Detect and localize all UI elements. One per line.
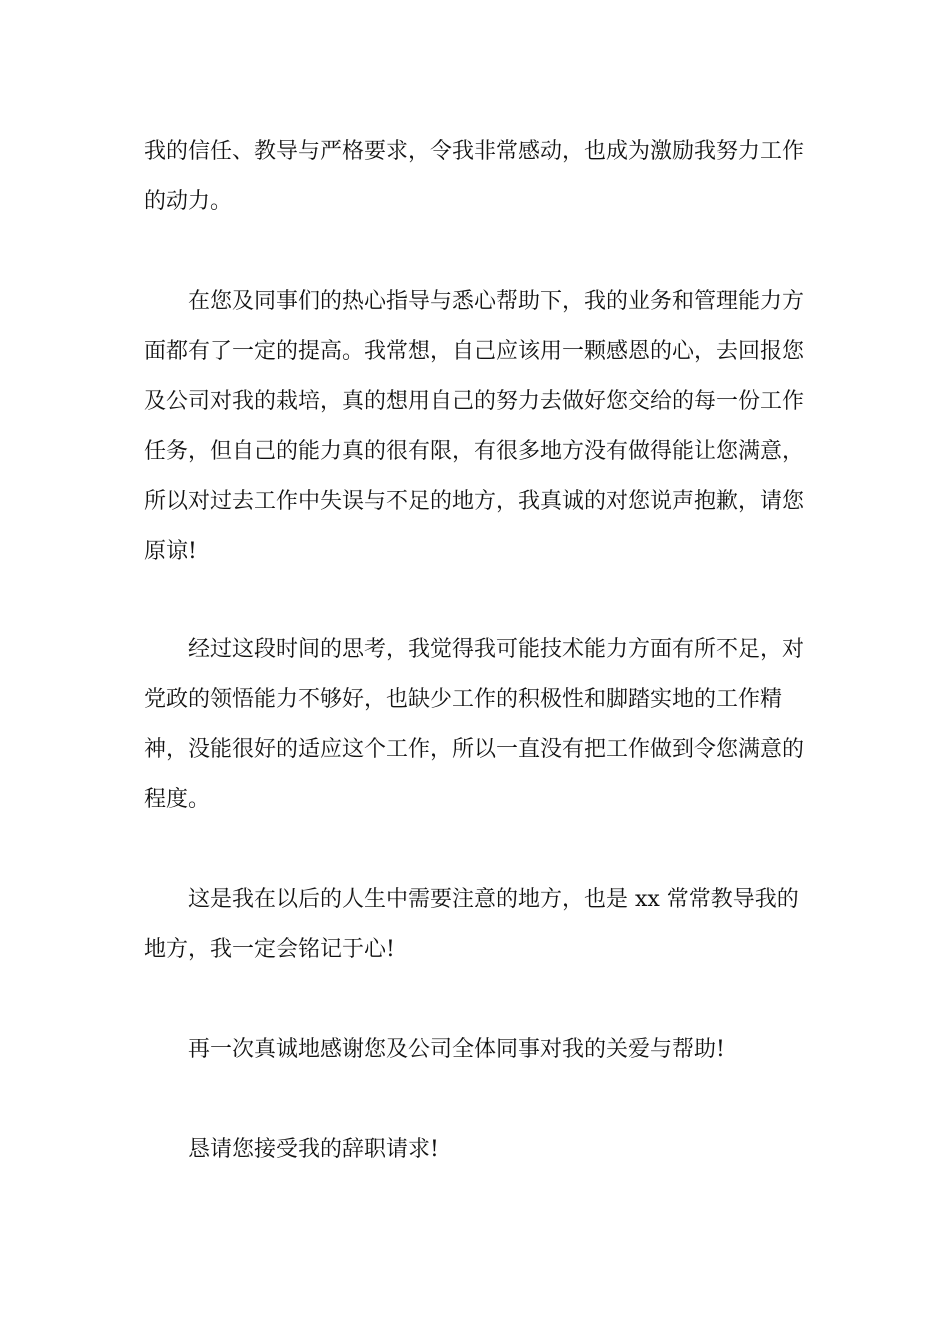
paragraph-self-reflection: 经过这段时间的思考，我觉得我可能技术能力方面有所不足，对党政的领悟能力不够好，也缺少工作的积极性和脚踏实地的工作精神，没能很好的适应这个工作，所以一直没有把工作做到令您满意的程度。 xyxy=(144,637,805,812)
paragraph-lesson: 这是我在以后的人生中需要注意的地方，也是 xx 常常教导我的地方，我一定会铭记于心! xyxy=(144,887,799,962)
paragraph-thanks: 再一次真诚地感谢您及公司全体同事对我的关爱与帮助! xyxy=(144,1037,725,1062)
paragraph-resignation-request: 恳请您接受我的辞职请求! xyxy=(144,1137,439,1162)
paragraph-gratitude-continued: 我的信任、教导与严格要求，令我非常感动，也成为激励我努力工作的动力。 xyxy=(144,139,805,214)
paragraph-apology: 在您及同事们的热心指导与悉心帮助下，我的业务和管理能力方面都有了一定的提高。我常想，自己应该用一颗感恩的心，去回报您及公司对我的栽培，真的想用自己的努力去做好您交给的每一份工作任务，但自己的能力真的很有限，有很多地方没有做得能让您满意，所以对过去工作中失误与不足的地方，我真诚的对您说声抱歉，请您原谅! xyxy=(144,289,805,564)
